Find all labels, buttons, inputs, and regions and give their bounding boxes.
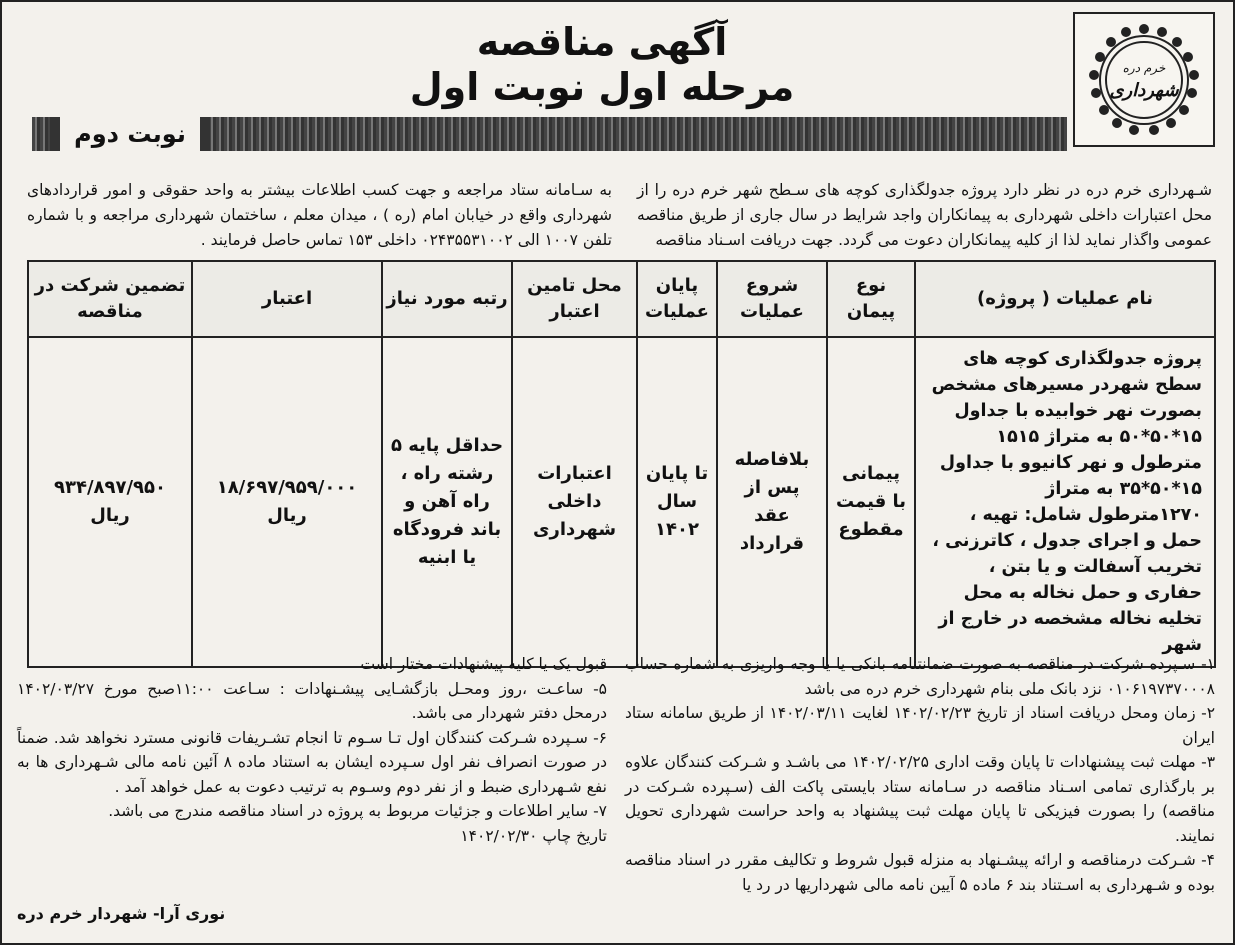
banner bbox=[32, 117, 1067, 151]
col-start: شروع عملیات bbox=[717, 261, 827, 337]
conditions-left bbox=[17, 652, 607, 932]
cell-guarantee: ۹۳۴/۸۹۷/۹۵۰ ریال bbox=[28, 337, 192, 667]
page-subtitle: مرحله اول نوبت اول bbox=[409, 65, 795, 109]
conditions-right bbox=[625, 652, 1215, 932]
intro-right: شـهرداری خرم دره در نظر دارد پروژه جدولگذاری کوچه های سـطح شهر خرم دره را از محل اعتبارات داخلی شهرداری به پیمانکاران واجد شرایط در سال جاری از طریق مناقصه عمومی واگذار نماید لذا از کلیه پیمانکاران دعوت می گردد. جهت دریافت اسـناد مناقصه bbox=[637, 181, 1212, 249]
round-badge: نوبت دوم bbox=[50, 117, 210, 151]
print-date: تاریخ چاپ ۱۴۰۲/۰۲/۳۰ bbox=[460, 826, 607, 845]
cell-contract-type: پیمانی با قیمت مقطوع bbox=[827, 337, 915, 667]
condition-item: ۴- شـرکت درمناقصه و ارائه پیشـنهاد به منزله قبول شروط و تکالیف مقرر در اسناد مناقصه بوده و شـهرداری به اسـتناد بند ۶ ماده ۵ آیین نامه مالی شهرداریها در رد یا bbox=[625, 851, 1215, 894]
condition-item: ۳- مهلت ثبت پیشنهادات تا پایان وقت اداری ۱۴۰۲/۰۲/۲۵ می باشـد و شـرکت کنندگان علاوه بر بارگذاری تمامی اسـناد مناقصه در سـامانه ستاد بایستی پاکت الف (سـپرده شـرکت در مناقصه) را بصورت فیزیکی تا پایان مهلت ثبت پیشنهاد به واحد حراست شهرداری تحویل نمایند. bbox=[625, 753, 1216, 845]
page-title: آگهی مناقصه bbox=[476, 20, 728, 64]
cell-funding: اعتبارات داخلی شهرداری bbox=[512, 337, 637, 667]
intro bbox=[27, 178, 1212, 256]
condition-item: ۱- سـپرده شرکت در مناقصه به صورت ضمانتنامه بانکی یا یا وجه واریزی به شماره حساب ۰۱۰۶۱۹۷۳۷۰۰۰۸ نزد بانک ملی بنام شهرداری خرم دره می باشد bbox=[625, 655, 1215, 698]
cell-end: تا پایان سال ۱۴۰۲ bbox=[637, 337, 717, 667]
municipality-seal bbox=[1073, 12, 1215, 147]
cell-credit: ۱۸/۶۹۷/۹۵۹/۰۰۰ ریال bbox=[192, 337, 382, 667]
cell-rank: حداقل پایه ۵ رشته راه ، راه آهن و باند فرودگاه یا ابنیه bbox=[382, 337, 512, 667]
conditions bbox=[17, 652, 1215, 932]
condition-item: ۶- سـپرده شـرکت کنندگان اول تـا سـوم تا انجام تشـریفات قانونی مسترد نخواهد شد. ضمناً در صورت انصراف نفر اول سـپرده ایشان به استناد ماده ۸ آئین نامه مالی شـهرداری ها به نفع شـهرداری ضبط و از نفر دوم وسـوم به ترتیب دعوت به عمل خواهد آمد . bbox=[17, 728, 608, 796]
tender-table bbox=[27, 260, 1216, 668]
col-guarantee: تضمین شرکت در مناقصه bbox=[28, 261, 192, 337]
col-project-name: نام عملیات ( پروژه) bbox=[915, 261, 1215, 337]
condition-item: ۷- سایر اطلاعات و جزئیات مربوط به پروژه در اسناد مناقصه مندرج می باشد. bbox=[108, 802, 607, 820]
title-block bbox=[322, 20, 882, 110]
signature: نوری آرا- شهردار خرم دره bbox=[17, 903, 226, 923]
cell-project: پروژه جدولگذاری کوچه های سطح شهردر مسیرهای مشخص بصورت نهر خوابیده با جداول ۱۵*۵۰*۵۰ به متراژ ۱۵۱۵ مترطول و نهر کانیوو با جداول ۱۵*۵۰*۳۵ به متراژ ۱۲۷۰مترطول شامل: تهیه ، حمل و اجرای جدول ، کاترزنی ، تخریب آسفالت و یا بتن ، حفاری و حمل نخاله به محل تخلیه نخاله مشخصه در خارج از شهر bbox=[915, 337, 1215, 667]
condition-item: قبول یک یا کلیه پیشنهادات مختار است bbox=[360, 655, 607, 673]
seal-line1: خرم دره bbox=[1122, 60, 1166, 75]
condition-item: ۲- زمان ومحل دریافت اسناد از تاریخ ۱۴۰۲/۰۲/۲۳ لغایت ۱۴۰۲/۰۳/۱۱ از طریق سامانه ستاد ایران bbox=[625, 704, 1216, 747]
col-rank: رتبه مورد نیاز bbox=[382, 261, 512, 337]
table-header-row bbox=[28, 261, 1215, 337]
table-row bbox=[28, 337, 1215, 667]
col-credit: اعتبار bbox=[192, 261, 382, 337]
intro-left: به سـامانه ستاد مراجعه و جهت کسب اطلاعات بیشتر به واحد حقوقی و امور قراردادهای شهرداری واقع در خیابان امام (ره ) ، میدان معلم ، ساختمان شهرداری مراجعه و با شماره تلفن ۱۰۰۷ الی ۰۲۴۳۵۵۳۱۰۰۲ داخلی ۱۵۳ تماس حاصل فرمایند . bbox=[27, 181, 612, 249]
seal-line2: شهرداری bbox=[1109, 79, 1179, 101]
seal-emblem-icon bbox=[1084, 20, 1204, 140]
condition-item: ۵- ساعـت ،روز ومحـل بازگشـایی پیشـنهادات : سـاعت ۱۱:۰۰صبح مورخ ۱۴۰۲/۰۳/۲۷ درمحل دفتر شهردار می باشد. bbox=[17, 679, 607, 722]
col-contract-type: نوع پیمان bbox=[827, 261, 915, 337]
col-funding: محل تامین اعتبار bbox=[512, 261, 637, 337]
cell-start: بلافاصله پس از عقد قرارداد bbox=[717, 337, 827, 667]
col-end: پایان عملیات bbox=[637, 261, 717, 337]
